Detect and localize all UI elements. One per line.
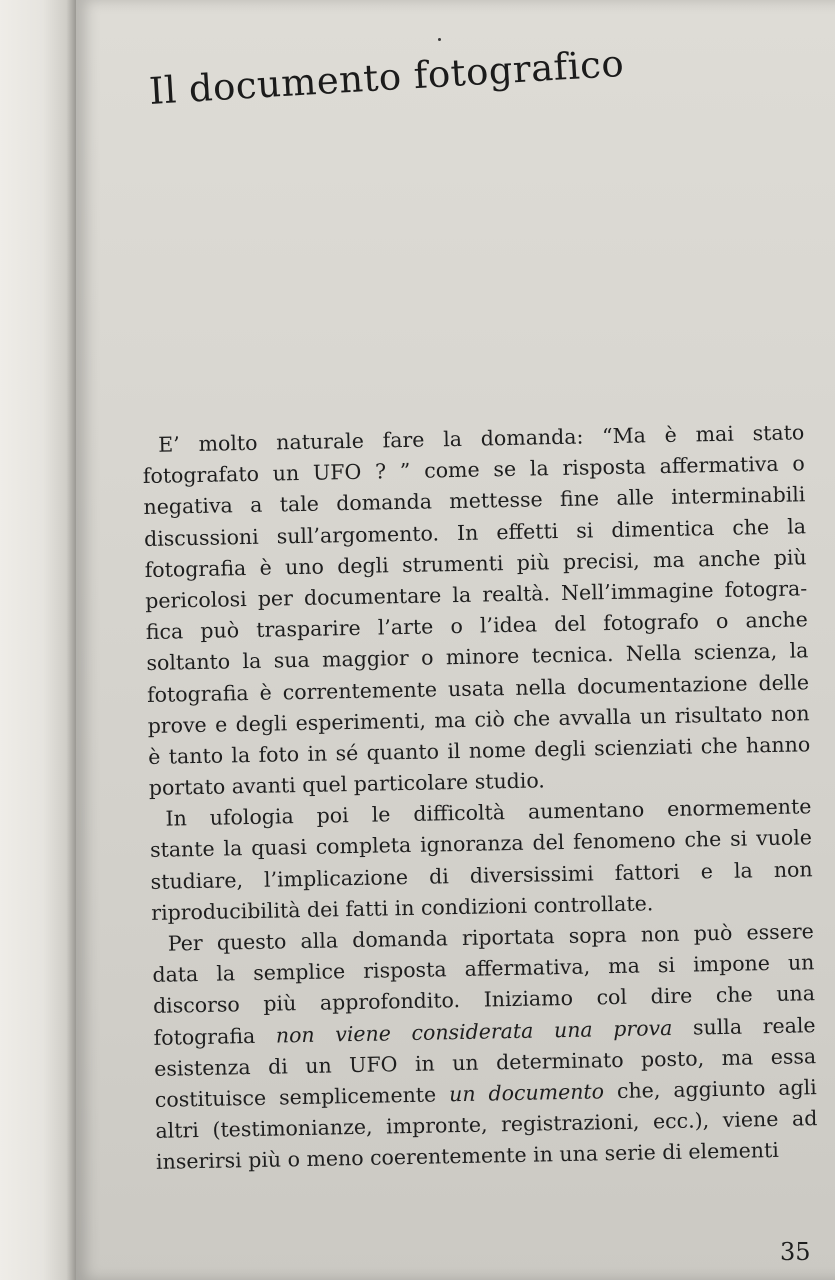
text-segment: stante la quasi completa ignoranza del fenomeno che si vuole xyxy=(149,825,813,863)
book-page xyxy=(76,0,835,1280)
text-segment: discorso più approfondito. Iniziamo col dire che una xyxy=(152,981,816,1019)
italic-segment: non viene considerata una prova xyxy=(275,1015,673,1048)
text-segment: In ufologia poi le difficoltà aumentano enormemente xyxy=(165,794,812,831)
text-segment: è tanto la foto in sé quanto il nome degli scienziati che hanno xyxy=(148,732,811,769)
text-segment: fotografia xyxy=(153,1023,277,1050)
text-segment: fotografato un UFO ? ” come se la risposta affermativa o xyxy=(142,451,805,489)
text-segment: pericolosi per documentare la realtà. Nell’immagine fotogra- xyxy=(145,576,808,613)
facing-page-edge xyxy=(0,0,78,1280)
text-segment: E’ molto naturale fare la domanda: “Ma è mai stato xyxy=(158,420,805,457)
text-segment: studiare, l’implicazione di diversissimi fattori e la non xyxy=(150,856,813,894)
text-segment: riproducibilità dei fatti in condizioni controllate. xyxy=(151,891,654,925)
text-segment: data la semplice risposta affermativa, ma si impone un xyxy=(152,950,815,988)
text-segment: negativa a tale domanda mettesse fine alle interminabili xyxy=(143,482,806,520)
text-segment: fica può trasparire l’arte o l’idea del fotografo o anche xyxy=(145,607,808,645)
text-segment: inserirsi più o meno coerentemente in una serie di elementi xyxy=(155,1138,780,1175)
text-segment: Per questo alla domanda riportata sopra non può essere xyxy=(167,919,814,956)
text-segment: discussioni sull’argomento. In effetti si dimentica che la xyxy=(143,513,807,551)
italic-segment: un documento xyxy=(448,1079,605,1107)
text-segment: portato avanti quel particolare studio. xyxy=(148,768,546,800)
paper-speck xyxy=(438,38,441,41)
text-segment: prove e degli esperimenti, ma ciò che avvalla un risultato non xyxy=(147,700,810,738)
text-segment: sulla reale xyxy=(672,1012,816,1040)
text-segment: esistenza di un UFO in un determinato posto, ma essa xyxy=(154,1043,817,1081)
page-number: 35 xyxy=(780,1238,811,1266)
text-segment: soltanto la sua maggior o minore tecnica. Nella scienza, la xyxy=(146,638,809,676)
chapter-title: Il documento fotografico xyxy=(148,41,626,113)
text-segment: altri (testimonianze, impronte, registrazioni, ecc.), viene ad xyxy=(155,1106,818,1143)
text-segment: costituisce semplicemente xyxy=(154,1082,450,1112)
text-segment: che, aggiunto agli xyxy=(603,1075,817,1104)
text-segment: fotografia è correntemente usata nella documentazione delle xyxy=(146,669,810,707)
body-text xyxy=(142,417,818,1178)
text-segment: fotografia è uno degli strumenti più precisi, ma anche più xyxy=(144,545,807,582)
